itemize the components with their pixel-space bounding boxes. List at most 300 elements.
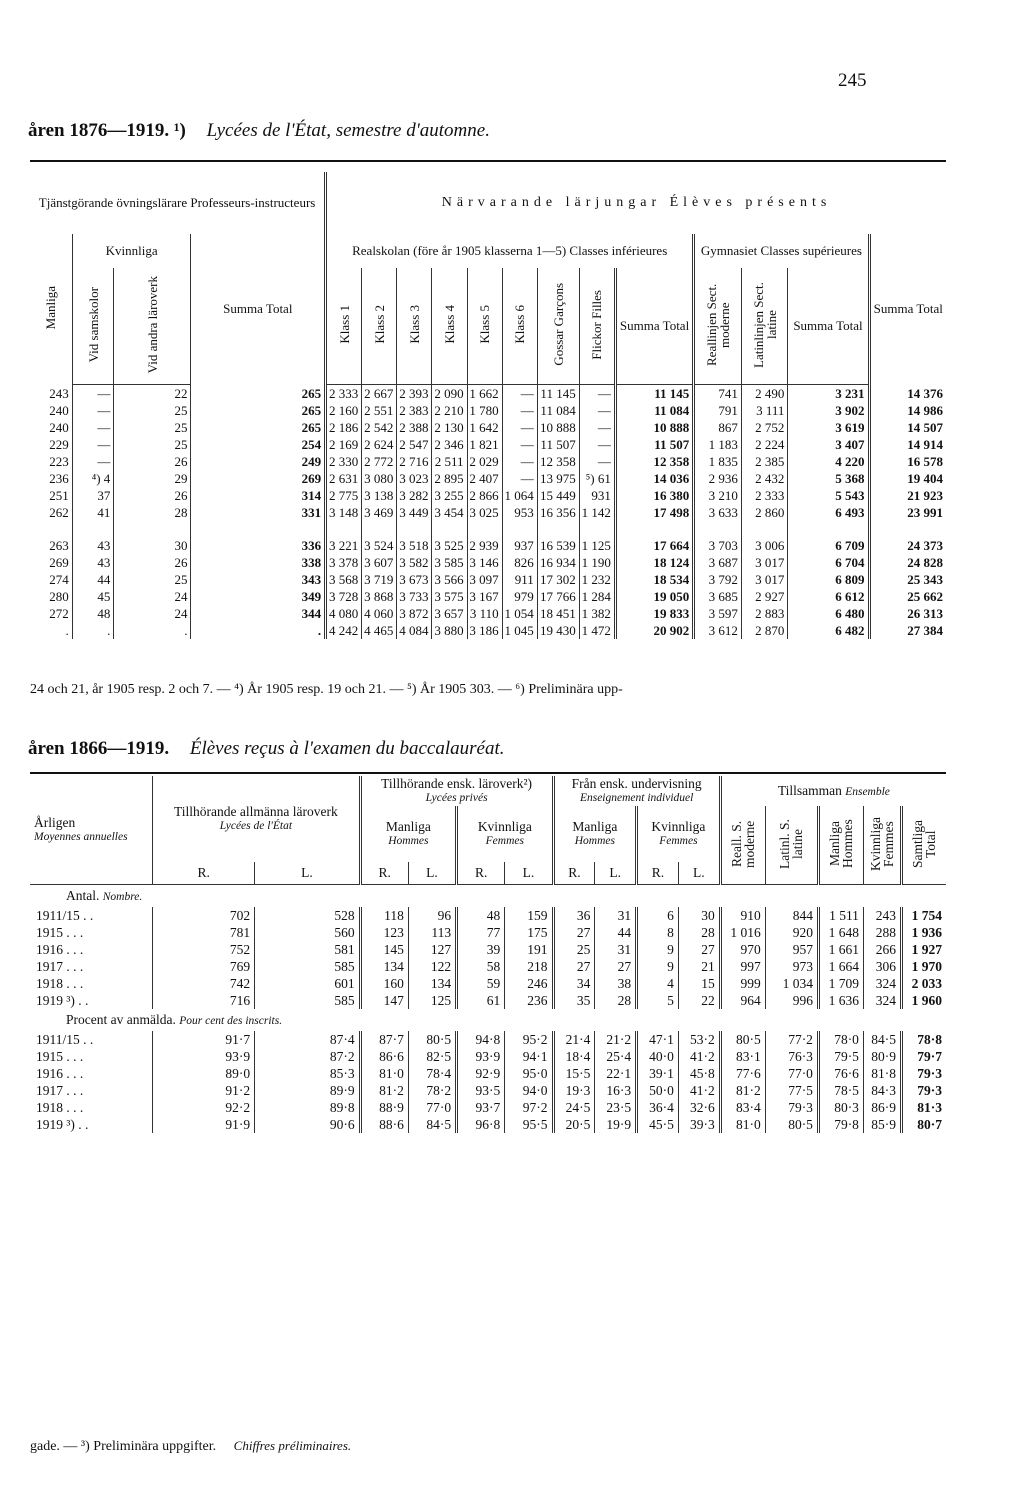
table-cell: 13 975 <box>537 470 579 487</box>
spacer-cell <box>537 521 579 537</box>
table-cell: 93·9 <box>457 1048 505 1065</box>
table-cell: 2 186 <box>326 419 362 436</box>
table-cell: 77 <box>457 924 505 941</box>
ensk-manliga-header: Manliga Hommes <box>360 806 456 862</box>
table-cell: 3 138 <box>362 487 397 504</box>
table-cell: 1 511 <box>818 907 863 924</box>
table-cell: 266 <box>863 941 901 958</box>
table-cell: 27 <box>553 958 595 975</box>
arligen-label: Årligen <box>34 815 76 830</box>
table-cell: 1 284 <box>579 588 615 605</box>
table-cell: 95·5 <box>505 1116 553 1133</box>
table-cell: 249 <box>191 453 326 470</box>
table-cell: 1 642 <box>467 419 502 436</box>
table-cell: 3 023 <box>397 470 432 487</box>
table-cell: 2 772 <box>362 453 397 470</box>
fran-k-l-header: L. <box>678 862 720 885</box>
table-cell: 3 449 <box>397 504 432 521</box>
table-cell: 27 <box>678 941 720 958</box>
table-cell: 3 585 <box>432 554 467 571</box>
table-cell: 338 <box>191 554 326 571</box>
table-cell: 87·4 <box>255 1031 360 1048</box>
table-cell: 4 242 <box>326 622 362 639</box>
table-cell: 15 449 <box>537 487 579 504</box>
table-cell: 93·7 <box>457 1099 505 1116</box>
table-cell: 1919 ³) . . <box>36 993 89 1008</box>
table-cell: 17 664 <box>615 537 693 554</box>
table-cell: — <box>502 470 537 487</box>
table-cell: 4 220 <box>788 453 869 470</box>
instructors-header: Tjänstgörande övningslärare Professeurs-instructeurs <box>38 195 316 210</box>
table-cell: 43 <box>72 537 114 554</box>
table-cell: 349 <box>191 588 326 605</box>
table-cell: 77·5 <box>765 1082 818 1099</box>
table-cell: 6 493 <box>788 504 869 521</box>
table-cell: 1 636 <box>818 992 863 1009</box>
table-cell: 88·6 <box>360 1116 408 1133</box>
table-cell: 2 860 <box>741 504 788 521</box>
fran-ensk-header <box>553 776 720 806</box>
table-cell: 26 <box>114 453 191 470</box>
table-cell: 911 <box>502 571 537 588</box>
table-row <box>30 1116 946 1133</box>
table-cell: 12 358 <box>537 453 579 470</box>
table-cell: — <box>72 419 114 436</box>
table-cell: — <box>502 436 537 453</box>
table-row <box>30 470 946 487</box>
table-cell: 2 716 <box>397 453 432 470</box>
table-cell: 134 <box>408 975 456 992</box>
table-cell: 16·3 <box>595 1082 637 1099</box>
tillsamman-label-fr: Ensemble <box>845 785 890 798</box>
allm-l-header: L. <box>255 862 360 885</box>
table-cell: 3 231 <box>788 385 869 403</box>
latinl-header: Latinl. S. latine <box>765 806 818 885</box>
table-row <box>30 1048 946 1065</box>
table-cell: 343 <box>191 571 326 588</box>
table-cell: 957 <box>765 941 818 958</box>
spacer-cell <box>114 521 191 537</box>
table-cell: 96 <box>408 907 456 924</box>
table-cell: 769 <box>153 958 255 975</box>
table-cell: 44 <box>72 571 114 588</box>
table-cell: 18·4 <box>553 1048 595 1065</box>
table-cell: 93·5 <box>457 1082 505 1099</box>
tillhorande-ensk-label: Tillhörande ensk. läroverk²) <box>381 776 533 791</box>
table-cell: 8 <box>637 924 679 941</box>
tillhorande-allm-header <box>153 776 361 862</box>
table-cell: 14 376 <box>869 385 946 403</box>
table-cell: 80·5 <box>720 1031 765 1048</box>
table-cell: 36 <box>553 907 595 924</box>
table-row <box>30 1099 946 1116</box>
table-cell: 1919 ³) . . <box>36 1117 89 1132</box>
table-cell: 1911/15 . . <box>36 1032 94 1047</box>
table-cell: 4 084 <box>397 622 432 639</box>
table-cell: 218 <box>505 958 553 975</box>
table-cell: 272 <box>49 606 69 621</box>
table-cell: 1 960 <box>901 992 946 1009</box>
table-cell: 3 111 <box>741 402 788 419</box>
section2-title: åren 1866—1919. <box>28 738 170 759</box>
table-cell: 21·4 <box>553 1031 595 1048</box>
table-cell: 1 970 <box>901 958 946 975</box>
summa-total-header: Summa Total <box>615 268 693 385</box>
table-cell: 28 <box>678 924 720 941</box>
samtliga-header: Samtliga Total <box>901 806 946 885</box>
table-cell: 89·9 <box>255 1082 360 1099</box>
table-cell: 25 <box>114 402 191 419</box>
table-cell: 9 <box>637 958 679 975</box>
table-cell: 2 333 <box>741 487 788 504</box>
table-cell: 2 130 <box>432 419 467 436</box>
table-cell: 1 754 <box>901 907 946 924</box>
lycees-rows-a <box>30 385 946 538</box>
table-row <box>30 487 946 504</box>
section1-subtitle: Lycées de l'État, semestre d'automne. <box>206 120 490 141</box>
table-cell: 243 <box>49 385 69 401</box>
table-cell: 18 534 <box>615 571 693 588</box>
table-cell: 78·0 <box>818 1031 863 1048</box>
table-cell: 997 <box>720 958 765 975</box>
table-cell: 6 809 <box>788 571 869 588</box>
tillhorande-ensk-header <box>360 776 553 806</box>
table-cell: 2 551 <box>362 402 397 419</box>
table-cell: 29 <box>114 470 191 487</box>
table-cell: 45 <box>72 588 114 605</box>
manliga-v-header: Manliga Hommes <box>818 806 863 885</box>
table-cell: 1918 . . . <box>36 1100 84 1115</box>
table-cell: 85·9 <box>863 1116 901 1133</box>
table-cell: 41 <box>72 504 114 521</box>
table-cell: 22·1 <box>595 1065 637 1082</box>
fran-k-r-header: R. <box>637 862 679 885</box>
table-cell: — <box>502 419 537 436</box>
table-cell: 1 045 <box>502 622 537 639</box>
ensk-kvinnliga-header: Kvinnliga Femmes <box>457 806 553 862</box>
table-cell: 1 936 <box>901 924 946 941</box>
table-cell: 240 <box>49 403 69 418</box>
table-cell: 2 432 <box>741 470 788 487</box>
table-cell: 6 612 <box>788 588 869 605</box>
table-cell: 931 <box>579 487 615 504</box>
table-cell: 81·0 <box>360 1065 408 1082</box>
table-cell: 17 498 <box>615 504 693 521</box>
table-cell: 50·0 <box>637 1082 679 1099</box>
table-cell: 76·3 <box>765 1048 818 1065</box>
table-cell: 77·6 <box>720 1065 765 1082</box>
table-cell: 826 <box>502 554 537 571</box>
spacer-cell <box>326 521 362 537</box>
table-cell: 88·9 <box>360 1099 408 1116</box>
table-cell: 3 110 <box>467 605 502 622</box>
table-cell: 91·7 <box>153 1031 255 1048</box>
table-cell: 24 373 <box>869 537 946 554</box>
table-cell: 314 <box>191 487 326 504</box>
section1-heading <box>28 120 490 142</box>
table-row <box>30 622 946 639</box>
table-cell: 191 <box>505 941 553 958</box>
gossar-header: Gossar Garçons <box>537 268 579 385</box>
table-cell: 2 224 <box>741 436 788 453</box>
table-cell: 3 685 <box>694 588 742 605</box>
lycees-rows-b <box>30 537 946 639</box>
table-cell: 1 927 <box>901 941 946 958</box>
table-cell: 265 <box>191 419 326 436</box>
klass-2-header: Klass 2 <box>362 268 397 385</box>
table-row <box>30 1031 946 1048</box>
table-row <box>30 402 946 419</box>
table-cell: 134 <box>360 958 408 975</box>
ensk-m-r-header: R. <box>360 862 408 885</box>
table-cell: 1911/15 . . <box>36 908 94 923</box>
table-cell: 2 752 <box>741 419 788 436</box>
table-cell: 1 382 <box>579 605 615 622</box>
table-cell: 15 <box>678 975 720 992</box>
table-cell: 22 <box>678 992 720 1009</box>
arligen-label-fr: Moyennes annuelles <box>34 831 128 843</box>
table-cell: 1 232 <box>579 571 615 588</box>
table-cell: 89·0 <box>153 1065 255 1082</box>
table-cell: 3 454 <box>432 504 467 521</box>
spacer-cell <box>397 521 432 537</box>
table-cell: 581 <box>255 941 360 958</box>
table-cell: 844 <box>765 907 818 924</box>
table-cell: 86·9 <box>863 1099 901 1116</box>
spacer-cell <box>467 521 502 537</box>
table-cell: 742 <box>153 975 255 992</box>
table-cell: 3 518 <box>397 537 432 554</box>
procent-rows <box>30 1031 946 1133</box>
table-cell: 1915 . . . <box>36 925 84 940</box>
table-cell: 741 <box>694 385 742 403</box>
table-cell: 95·2 <box>505 1031 553 1048</box>
table-cell: 2 033 <box>901 975 946 992</box>
table-cell: 24 828 <box>869 554 946 571</box>
table-cell: 2 631 <box>326 470 362 487</box>
table-cell: 9 <box>637 941 679 958</box>
table-cell: 3 146 <box>467 554 502 571</box>
table-cell: 4 465 <box>362 622 397 639</box>
table-cell: 16 934 <box>537 554 579 571</box>
table-cell: 3 378 <box>326 554 362 571</box>
table-cell: 80·5 <box>765 1116 818 1133</box>
table-row <box>30 385 946 403</box>
table-cell: 1 034 <box>765 975 818 992</box>
table-cell: — <box>579 419 615 436</box>
table-cell: 2 383 <box>397 402 432 419</box>
table-cell: 6 482 <box>788 622 869 639</box>
gymnasiet-header: Gymnasiet Classes supérieures <box>694 234 869 268</box>
section2-top-rule <box>30 772 946 774</box>
table-cell: 1918 . . . <box>36 976 84 991</box>
table-row <box>30 907 946 924</box>
spacer-cell <box>30 521 72 537</box>
realskolan-header: Realskolan (före år 1905 klasserna 1—5) Classes inférieures <box>326 234 694 268</box>
table-cell: 1 142 <box>579 504 615 521</box>
table-cell: 41·2 <box>678 1048 720 1065</box>
table-cell: 1 064 <box>502 487 537 504</box>
table-cell: 288 <box>863 924 901 941</box>
table-cell: 79·8 <box>818 1116 863 1133</box>
table-cell: 92·9 <box>457 1065 505 1082</box>
latinlinjen-header: Latinlinjen Sect. latine <box>741 268 788 385</box>
antal-rows <box>30 907 946 1009</box>
table-cell: 83·4 <box>720 1099 765 1116</box>
table-cell: 2 385 <box>741 453 788 470</box>
table-cell: 14 914 <box>869 436 946 453</box>
table-cell: . <box>65 623 69 638</box>
table-cell: 34 <box>553 975 595 992</box>
table-cell: 80·3 <box>818 1099 863 1116</box>
table-cell: 1 835 <box>694 453 742 470</box>
table-cell: 25 <box>114 571 191 588</box>
table-cell: 254 <box>191 436 326 453</box>
table-cell: — <box>579 453 615 470</box>
table-cell: 27 <box>595 958 637 975</box>
table-cell: 77·0 <box>408 1099 456 1116</box>
table-cell: 2 870 <box>741 622 788 639</box>
table-cell: 79·5 <box>818 1048 863 1065</box>
table-row <box>30 504 946 521</box>
table-row <box>30 958 946 975</box>
table-cell: 94·8 <box>457 1031 505 1048</box>
table-cell: 25 662 <box>869 588 946 605</box>
table-cell: 3 080 <box>362 470 397 487</box>
klass-6-header: Klass 6 <box>502 268 537 385</box>
summa-total-g-header: Summa Total <box>788 268 869 385</box>
table-cell: 24·5 <box>553 1099 595 1116</box>
table-cell: 2 090 <box>432 385 467 403</box>
table-cell: 3 167 <box>467 588 502 605</box>
table-cell: 1 472 <box>579 622 615 639</box>
table-cell: 2 210 <box>432 402 467 419</box>
table-cell: 1916 . . . <box>36 942 84 957</box>
table-cell: — <box>502 385 537 403</box>
table-row <box>30 1082 946 1099</box>
kvinnliga-header: Kvinnliga <box>72 234 191 268</box>
table-cell: 336 <box>191 537 326 554</box>
table-cell: 45·8 <box>678 1065 720 1082</box>
table-cell: 996 <box>765 992 818 1009</box>
table-cell: 81·2 <box>720 1082 765 1099</box>
table-row <box>30 992 946 1009</box>
table-cell: 964 <box>720 992 765 1009</box>
table-cell: 280 <box>49 589 69 604</box>
table-cell: 781 <box>153 924 255 941</box>
table-cell: — <box>502 453 537 470</box>
table-cell: 4 <box>637 975 679 992</box>
table-cell: 3 255 <box>432 487 467 504</box>
table-cell: 47·1 <box>637 1031 679 1048</box>
present-header: Närvarande lärjungar Élèves présents <box>326 172 946 234</box>
table-cell: 910 <box>720 907 765 924</box>
table-cell: 86·6 <box>360 1048 408 1065</box>
table-cell: 3 719 <box>362 571 397 588</box>
table-cell: 16 578 <box>869 453 946 470</box>
table-row <box>30 588 946 605</box>
table-cell: 25 343 <box>869 571 946 588</box>
table-cell: 19·9 <box>595 1116 637 1133</box>
table-cell: 979 <box>502 588 537 605</box>
vid-samskolor-header: Vid samskolor <box>72 268 114 385</box>
table-cell: 122 <box>408 958 456 975</box>
table-cell: — <box>72 402 114 419</box>
table-cell: 81·8 <box>863 1065 901 1082</box>
table-cell: 3 524 <box>362 537 397 554</box>
table-cell: 6 704 <box>788 554 869 571</box>
table-cell: 2 346 <box>432 436 467 453</box>
table-cell: 3 186 <box>467 622 502 639</box>
allm-r-header: R. <box>153 862 255 885</box>
tillhorande-allm-label-fr: Lycées de l'État <box>219 820 293 832</box>
table-cell: 90·6 <box>255 1116 360 1133</box>
table-cell: 3 568 <box>326 571 362 588</box>
table-cell: 3 792 <box>694 571 742 588</box>
table-cell: 27 <box>553 924 595 941</box>
table-cell: 229 <box>49 437 69 452</box>
table-cell: 269 <box>49 555 69 570</box>
fran-kvinnliga-header: Kvinnliga Femmes <box>637 806 721 862</box>
table-cell: 1917 . . . <box>36 1083 84 1098</box>
table-cell: 23 991 <box>869 504 946 521</box>
table-cell: 1 821 <box>467 436 502 453</box>
table-cell: 39 <box>457 941 505 958</box>
row-spacer <box>30 521 946 537</box>
table-cell: 3 733 <box>397 588 432 605</box>
table-cell: 2 330 <box>326 453 362 470</box>
table-cell: . <box>72 622 114 639</box>
table-cell: 92·2 <box>153 1099 255 1116</box>
table-cell: 78·8 <box>901 1031 946 1048</box>
table-cell: 48 <box>457 907 505 924</box>
table-cell: 84·5 <box>408 1116 456 1133</box>
table-cell: 123 <box>360 924 408 941</box>
table-cell: 61 <box>457 992 505 1009</box>
table-cell: 83·1 <box>720 1048 765 1065</box>
section2-footnote-a: gade. — ³) Preliminära uppgifter. <box>30 1439 217 1454</box>
table-cell: 25·4 <box>595 1048 637 1065</box>
tillsamman-header <box>720 776 946 806</box>
table-cell: 25 <box>553 941 595 958</box>
table-cell: 20 902 <box>615 622 693 639</box>
table-cell: 3 575 <box>432 588 467 605</box>
table-cell: 3 687 <box>694 554 742 571</box>
table-cell: 37 <box>72 487 114 504</box>
table-cell: 601 <box>255 975 360 992</box>
table-cell: 6 709 <box>788 537 869 554</box>
table-cell: 78·2 <box>408 1082 456 1099</box>
table-cell: 24 <box>114 605 191 622</box>
table-cell: — <box>579 402 615 419</box>
table-cell: 3 210 <box>694 487 742 504</box>
table-cell: 45·5 <box>637 1116 679 1133</box>
table-cell: 3 703 <box>694 537 742 554</box>
tillhorande-allm-label: Tillhörande allmänna läroverk <box>174 804 338 819</box>
section1-top-rule <box>30 160 946 162</box>
table-cell: 528 <box>255 907 360 924</box>
table-cell: 145 <box>360 941 408 958</box>
table-cell: 79·7 <box>901 1048 946 1065</box>
section1-title: åren 1876—1919. ¹) <box>28 120 186 141</box>
lycees-table <box>30 172 946 639</box>
table-row <box>30 453 946 470</box>
table-cell: 84·3 <box>863 1082 901 1099</box>
ensk-k-l-header: L. <box>505 862 553 885</box>
table-cell: 31 <box>595 907 637 924</box>
table-cell: 41·2 <box>678 1082 720 1099</box>
table-cell: 246 <box>505 975 553 992</box>
